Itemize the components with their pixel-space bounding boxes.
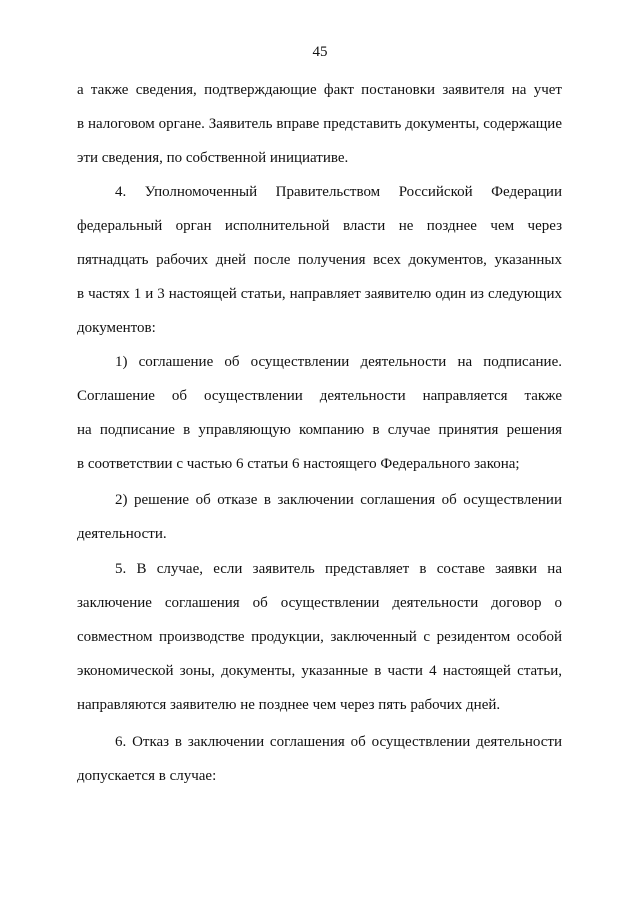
text-line: в соответствии с частью 6 статьи 6 настоящего Федерального закона; (77, 456, 520, 472)
text-line: документов: (77, 320, 156, 336)
text-line: допускается в случае: (77, 768, 217, 784)
text-line: совместном производстве продукции, заключенный с резидентом особой (77, 629, 562, 645)
text-line: 6. Отказ в заключении соглашения об осуществлении деятельности (115, 734, 562, 750)
text-line: 5. В случае, если заявитель представляет в составе заявки на (115, 561, 562, 577)
text-line: 1) соглашение об осуществлении деятельности на подписание. (115, 354, 562, 370)
text-line: экономической зоны, документы, указанные в части 4 настоящей статьи, (77, 663, 562, 679)
text-line: в частях 1 и 3 настоящей статьи, направляет заявителю один из следующих (77, 286, 562, 302)
text-line: направляются заявителю не позднее чем через пять рабочих дней. (77, 697, 501, 713)
page-number: 45 (312, 44, 328, 60)
text-line: заключение соглашения об осуществлении деятельности договор о (77, 595, 562, 611)
text-line: в налоговом органе. Заявитель вправе представить документы, содержащие (77, 116, 562, 132)
text-line: деятельности. (77, 526, 167, 542)
text-line: 2) решение об отказе в заключении соглашения об осуществлении (115, 492, 562, 508)
text-line: 4. Уполномоченный Правительством Российской Федерации (115, 184, 562, 200)
text-line: федеральный орган исполнительной власти не позднее чем через (77, 218, 562, 234)
text-line: Соглашение об осуществлении деятельности направляется также (77, 388, 562, 404)
text-line: эти сведения, по собственной инициативе. (77, 150, 349, 166)
text-line: а также сведения, подтверждающие факт постановки заявителя на учет (77, 82, 562, 98)
text-line: на подписание в управляющую компанию в случае принятия решения (77, 422, 562, 438)
text-line: пятнадцать рабочих дней после получения всех документов, указанных (77, 252, 562, 268)
